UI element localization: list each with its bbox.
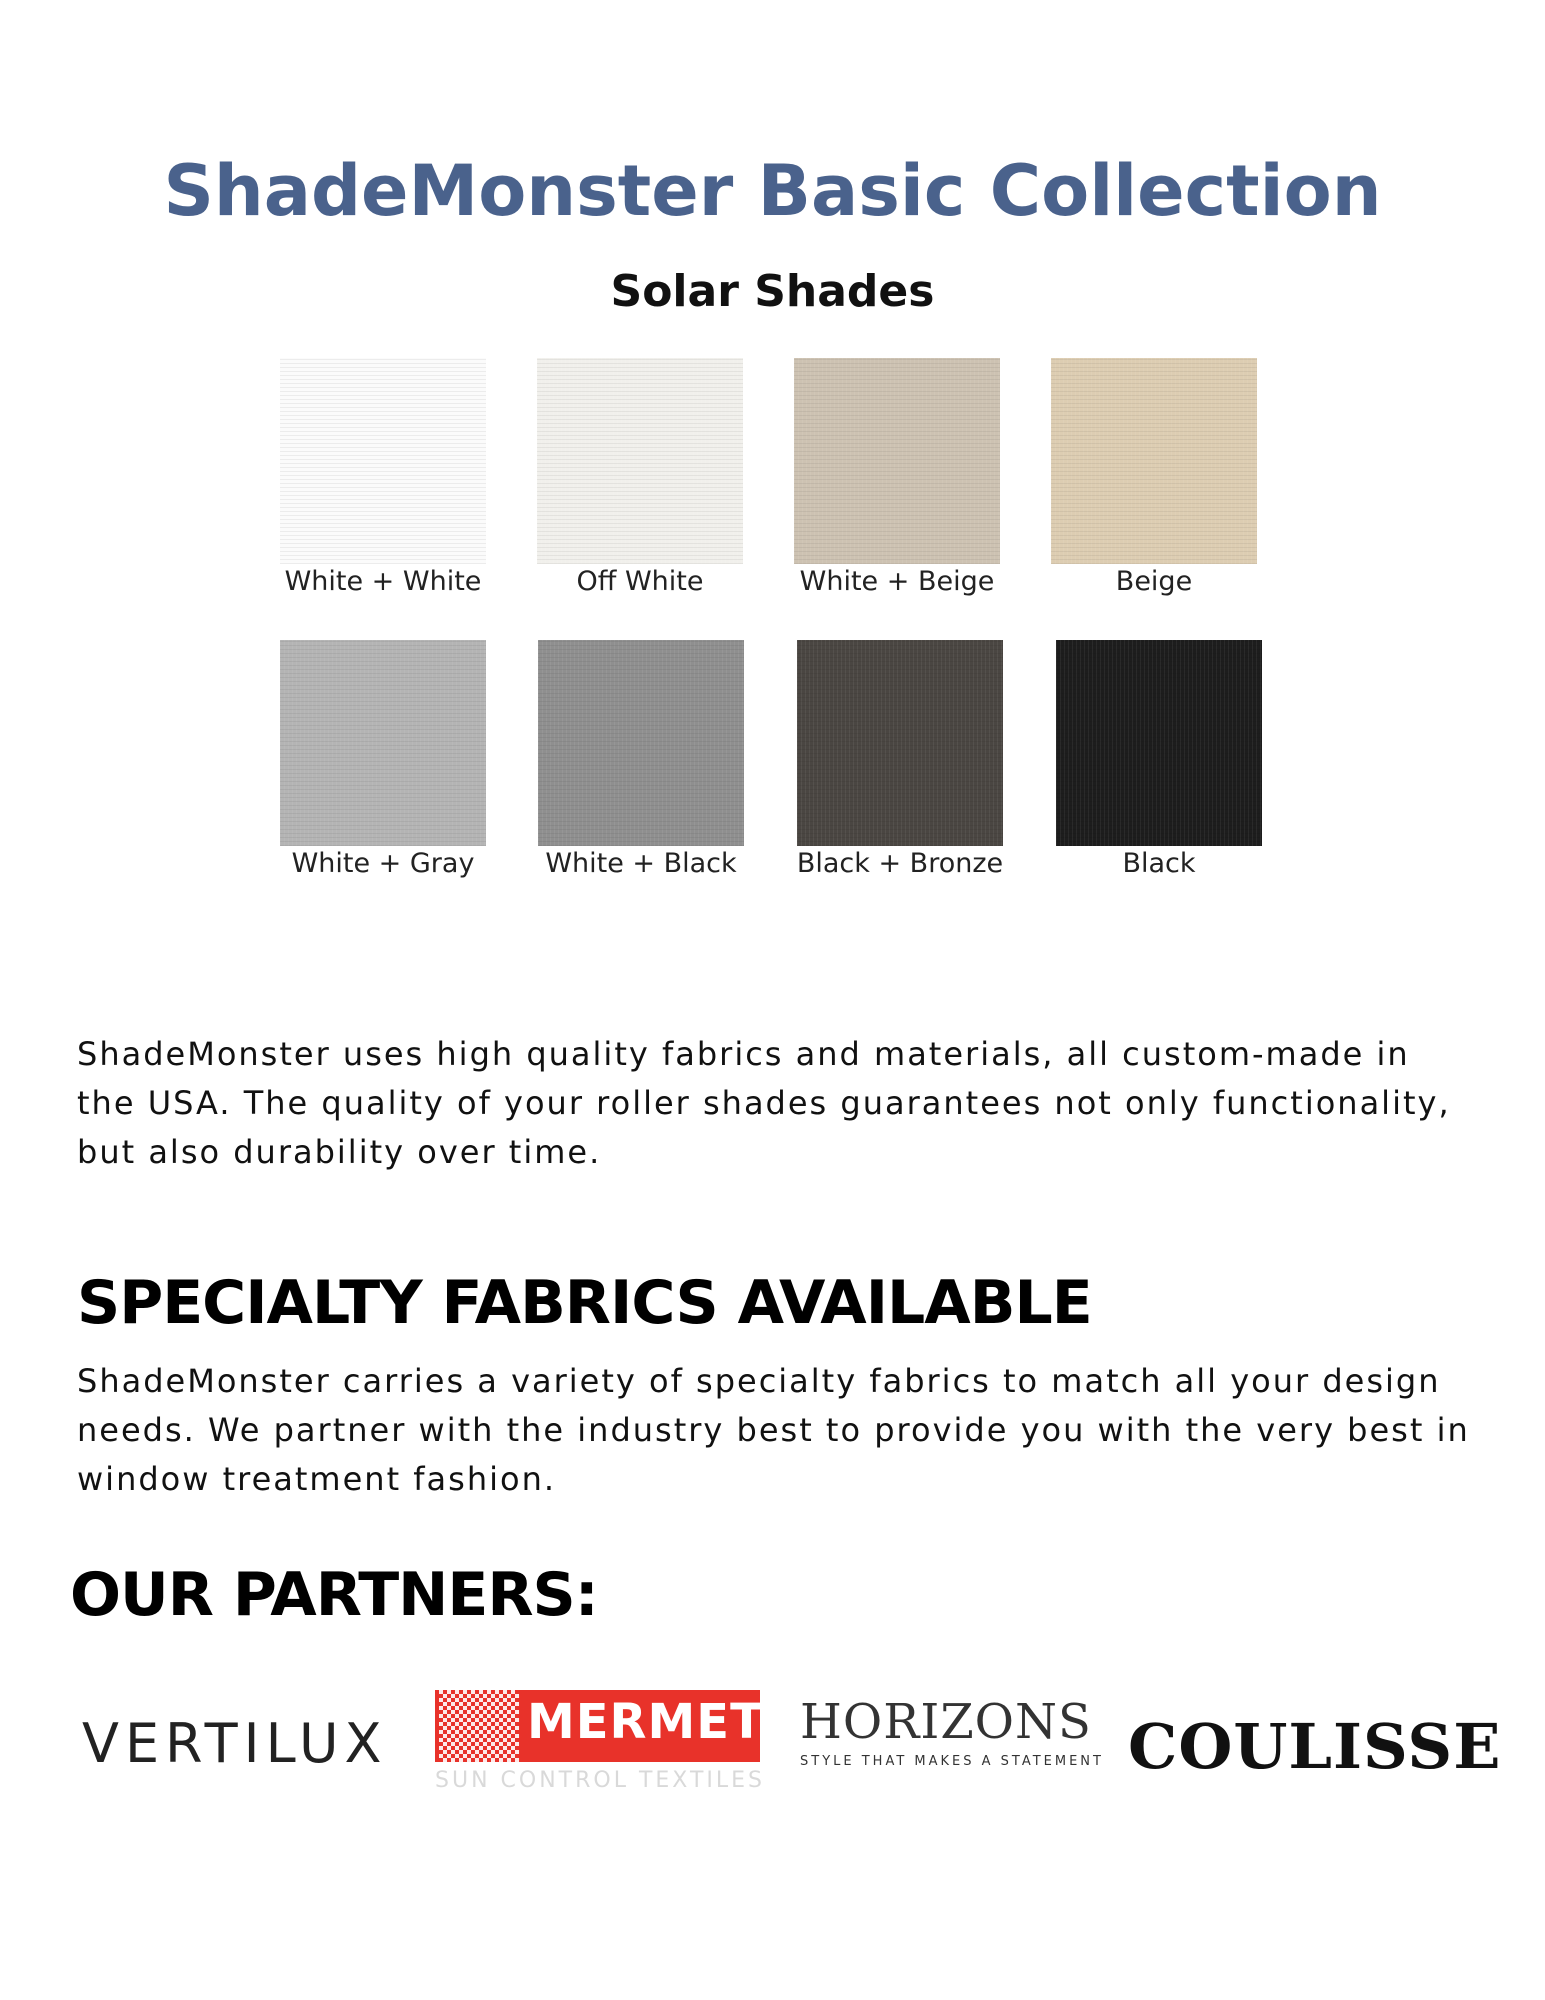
horizons-logo-name: HORIZONS (800, 1694, 1092, 1750)
swatch-grid (280, 358, 1280, 888)
swatch-image (537, 358, 743, 564)
swatch-image (797, 640, 1003, 846)
swatch-white-gray (280, 640, 486, 879)
specialty-paragraph: ShadeMonster carries a variety of specialty fabrics to match all your design needs. We partner with the industry best to provide you with the very best in window treatment fashion. (77, 1362, 1470, 1498)
swatch-label: Black + Bronze (796, 848, 1004, 879)
swatch-image (1056, 640, 1262, 846)
mermet-logo-box (435, 1690, 764, 1762)
swatch-beige (1051, 358, 1257, 597)
swatch-image (280, 640, 486, 846)
mermet-logo-tagline: SUN CONTROL TEXTILES (435, 1768, 766, 1793)
coulisse-logo: COULISSE (1128, 1710, 1502, 1783)
swatch-label: White + Gray (291, 848, 475, 879)
page-subtitle: Solar Shades (610, 266, 935, 317)
checker-pattern-icon (439, 1690, 519, 1762)
swatch-label: White + Beige (799, 566, 995, 597)
swatch-image (280, 358, 486, 564)
swatch-label: Off White (576, 566, 704, 597)
page-title: ShadeMonster Basic Collection (163, 150, 1382, 232)
swatch-black-bronze (797, 640, 1003, 879)
swatch-image (794, 358, 1000, 564)
intro-paragraph: ShadeMonster uses high quality fabrics and materials, all custom-made in the USA. The quality of your roller shades guarantees not only functionality, but also durability over time. (77, 1035, 1451, 1171)
horizons-logo-tagline: STYLE THAT MAKES A STATEMENT (800, 1754, 1104, 1769)
swatch-label: Black (1122, 848, 1196, 879)
mermet-logo (435, 1690, 766, 1793)
horizons-logo (800, 1694, 1104, 1769)
specialty-heading: SPECIALTY FABRICS AVAILABLE (77, 1268, 1092, 1338)
partner-logos (70, 1690, 1502, 1830)
swatch-off-white (537, 358, 743, 597)
swatch-white-beige (794, 358, 1000, 597)
partners-heading: OUR PARTNERS: (70, 1560, 598, 1630)
mermet-logo-name: MERMET (527, 1694, 764, 1750)
swatch-label: Beige (1115, 566, 1193, 597)
swatch-image (538, 640, 744, 846)
swatch-label: White + Black (545, 848, 737, 879)
swatch-white-white (280, 358, 486, 597)
vertilux-logo: VERTILUX (82, 1712, 388, 1775)
swatch-white-black (538, 640, 744, 879)
swatch-black (1056, 640, 1262, 879)
swatch-label: White + White (284, 566, 482, 597)
swatch-image (1051, 358, 1257, 564)
